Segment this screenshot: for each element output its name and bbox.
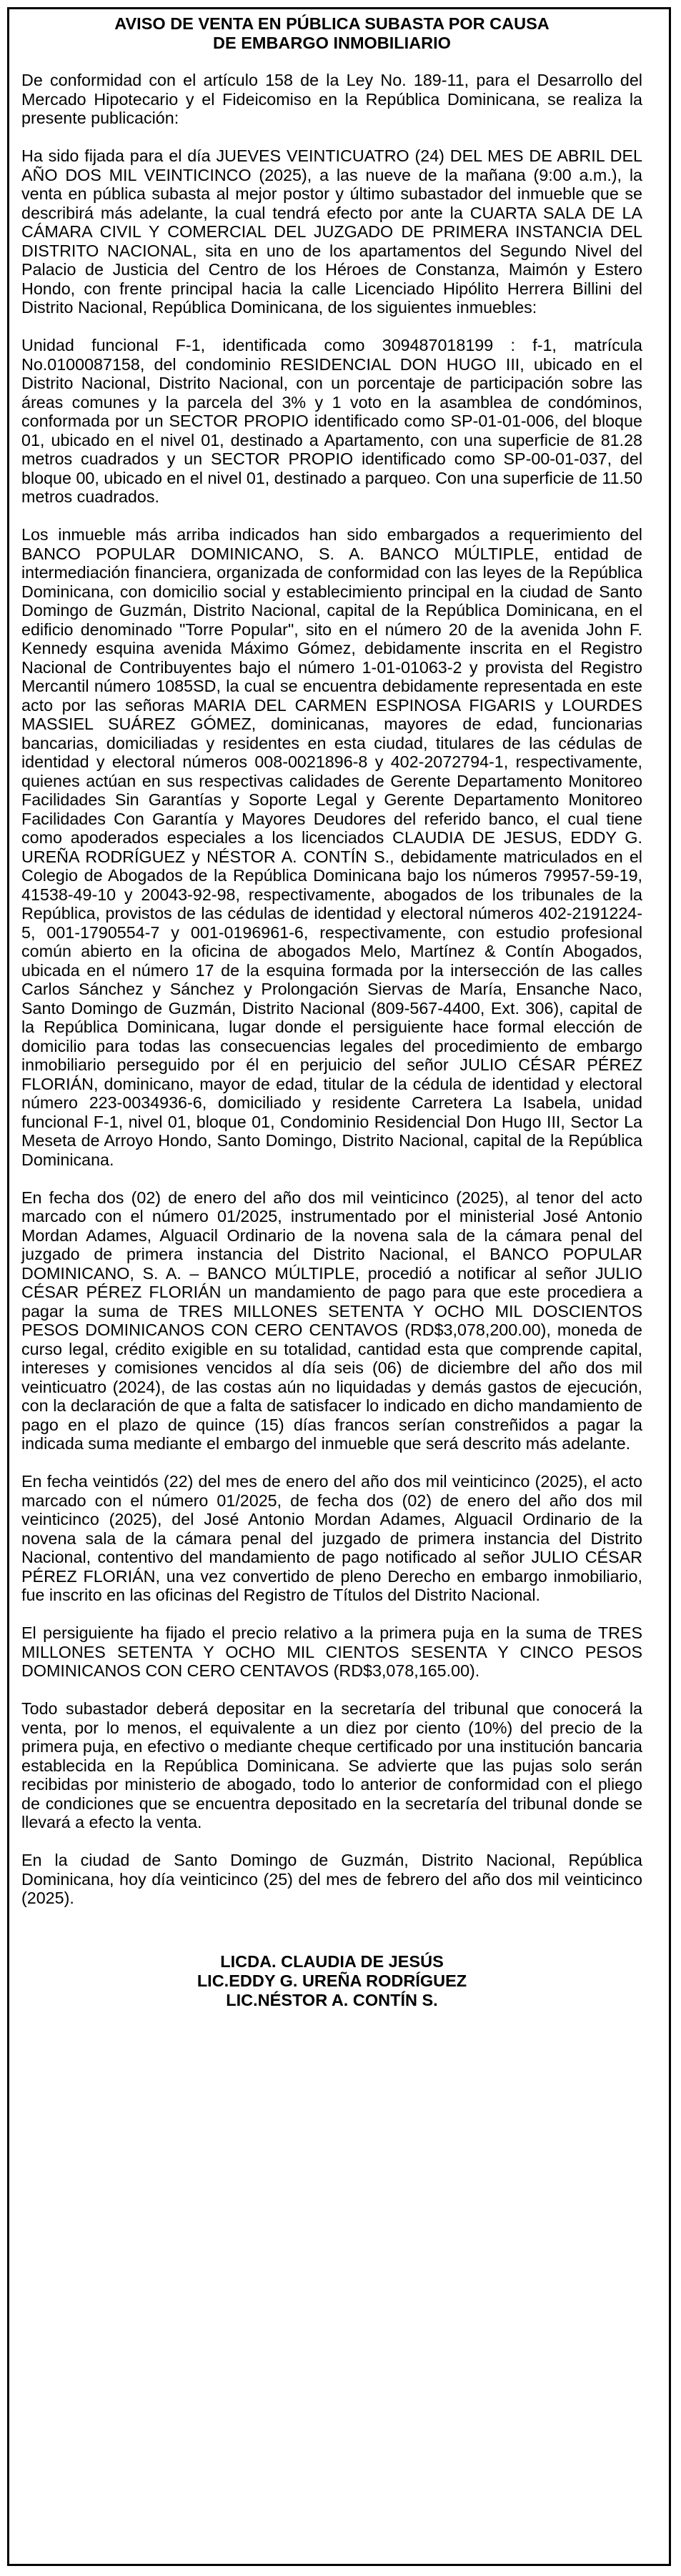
paragraph-legal-basis: De conformidad con el artículo 158 de la Ley No. 189-11, para el Desarrollo del Mercado Hipotecario y el Fideicomiso en la República Dominicana, se realiza la presente publicación: bbox=[21, 71, 642, 127]
signature-2: LIC.EDDY G. UREÑA RODRÍGUEZ bbox=[197, 1971, 467, 1990]
paragraph-auction-date: Ha sido fijada para el día JUEVES VEINTICUATRO (24) DEL MES DE ABRIL DEL AÑO DOS MIL VEINTICINCO (2025), a las nueve de la mañana (9:00 a.m.), la venta en pública subasta al mejor postor y último subastador del inmueble que se describirá más adelante, la cual tendrá efecto por ante la CUARTA SALA DE LA CÁMARA CIVIL Y COMERCIAL DEL JUZGADO DE PRIMERA INSTANCIA DEL DISTRITO NACIONAL, sita en uno de los apartamentos del Segundo Nivel del Palacio de Justicia del Centro de los Héroes de Constanza, Maimón y Estero Hondo, con frente principal hacia la calle Licenciado Hipólito Herrera Billini del Distrito Nacional, República Dominicana, de los siguientes inmuebles: bbox=[21, 146, 642, 317]
legal-notice bbox=[21, 14, 642, 2010]
signature-block bbox=[21, 1952, 642, 2010]
notice-title-line-1: AVISO DE VENTA EN PÚBLICA SUBASTA POR CAUSA bbox=[114, 14, 550, 33]
paragraph-deposit-requirement: Todo subastador deberá depositar en la secretaría del tribunal que conocerá la venta, por lo menos, el equivalente a un diez por ciento (10%) del precio de la primera puja, en efectivo o mediante cheque certificado por una institución bancaria establecida en la República Dominicana. Se advierte que las pujas solo serán recibidas por ministerio de abogado, todo lo anterior de conformidad con el pliego de condiciones que se encuentra depositado en la secretaría del tribunal donde se llevará a efecto la venta. bbox=[21, 1699, 642, 1831]
signature-3: LIC.NÉSTOR A. CONTÍN S. bbox=[226, 1990, 438, 2009]
paragraph-place-date: En la ciudad de Santo Domingo de Guzmán, Distrito Nacional, República Dominicana, hoy día veinticinco (25) del mes de febrero del año dos mil veinticinco (2025). bbox=[21, 1851, 642, 1907]
paragraph-payment-order: En fecha dos (02) de enero del año dos mil veinticinco (2025), al tenor del acto marcado con el número 01/2025, instrumentado por el ministerial José Antonio Mordan Adames, Alguacil Ordinario de la novena sala de la cámara penal del juzgado de primera instancia del Distrito Nacional, el BANCO POPULAR DOMINICANO, S. A. – BANCO MÚLTIPLE, procedió a notificar al señor JULIO CÉSAR PÉREZ FLORIÁN un mandamiento de pago para que este procediera a pagar la suma de TRES MILLONES SETENTA Y OCHO MIL DOSCIENTOS PESOS DOMINICANOS CON CERO CENTAVOS (RD$3,078,200.00), moneda de curso legal, crédito exigible en su totalidad, cantidad esta que comprende capital, intereses y comisiones vencidos al día seis (06) de diciembre del año dos mil veinticuatro (2024), de las costas aún no liquidadas y demás gastos de ejecución, con la declaración de que a falta de satisfacer lo indicado en dicho mandamiento de pago en el plazo de quince (15) días francos serían constreñidos a pagar la indicada suma mediante el embargo del inmueble que será descrito más adelante. bbox=[21, 1188, 642, 1453]
notice-title-line-2: DE EMBARGO INMOBILIARIO bbox=[213, 33, 451, 52]
paragraph-first-bid-price: El persiguiente ha fijado el precio relativo a la primera puja en la suma de TRES MILLONES SETENTA Y OCHO MIL CIENTOS SESENTA Y CINCO PESOS DOMINICANOS CON CERO CENTAVOS (RD$3,078,165.00). bbox=[21, 1623, 642, 1680]
notice-title bbox=[21, 14, 642, 52]
signature-1: LICDA. CLAUDIA DE JESÚS bbox=[220, 1951, 444, 1971]
paragraph-seizing-party: Los inmueble más arriba indicados han sido embargados a requerimiento del BANCO POPULAR DOMINICANO, S. A. BANCO MÚLTIPLE, entidad de intermediación financiera, organizada de conformidad con las leyes de la República Dominicana, con domicilio social y establecimiento principal en la ciudad de Santo Domingo de Guzmán, Distrito Nacional, capital de la República Dominicana, en el edificio denominado "Torre Popular", sito en el número 20 de la avenida John F. Kennedy esquina avenida Máximo Gómez, debidamente inscrita en el Registro Nacional de Contribuyentes bajo el número 1-01-01063-2 y provista del Registro Mercantil número 1085SD, la cual se encuentra debidamente representada en este acto por las señoras MARIA DEL CARMEN ESPINOSA FIGARIS y LOURDES MASSIEL SUÁREZ GÓMEZ, dominicanas, mayores de edad, funcionarias bancarias, domiciliadas y residentes en esta ciudad, titulares de las cédulas de identidad y electoral números 008-0021896-8 y 402-2072794-1, respectivamente, quienes actúan en sus respectivas calidades de Gerente Departamento Monitoreo Facilidades Sin Garantías y Soporte Legal y Gerente Departamento Monitoreo Facilidades Con Garantía y Mayores Deudores del referido banco, el cual tiene como apoderados especiales a los licenciados CLAUDIA DE JESUS, EDDY G. UREÑA RODRÍGUEZ y NÉSTOR A. CONTÍN S., debidamente matriculados en el Colegio de Abogados de la República Dominicana bajo los números 79957-59-19, 41538-49-10 y 20043-92-98, respectivamente, abogados de los tribunales de la República, provistos de las cédulas de identidad y electoral números 402-2191224-5, 001-1790554-7 y 001-0196961-6, respectivamente, con estudio profesional común abierto en la oficina de abogados Melo, Martínez & Contín Abogados, ubicada en el número 17 de la esquina formada por la intersección de las calles Carlos Sánchez y Sánchez y Prolongación Siervas de María, Ensanche Naco, Santo Domingo de Guzmán, Distrito Nacional (809-567-4400, Ext. 306), capital de la República Dominicana, lugar donde el persiguiente hace formal elección de domicilio para todas las consecuencias legales del procedimiento de embargo inmobiliario perseguido por él en perjuicio del señor JULIO CÉSAR PÉREZ FLORIÁN, dominicano, mayor de edad, titular de la cédula de identidad y electoral número 223-0034936-6, domiciliado y residente Carretera La Isabela, unidad funcional F-1, nivel 01, bloque 01, Condominio Residencial Don Hugo III, Sector La Meseta de Arroyo Hondo, Santo Domingo, Distrito Nacional, capital de la República Dominicana. bbox=[21, 525, 642, 1169]
paragraph-property-description: Unidad funcional F-1, identificada como 309487018199 : f-1, matrícula No.0100087158, del condominio RESIDENCIAL DON HUGO III, ubicado en el Distrito Nacional, Distrito Nacional, con un porcentaje de participación sobre las áreas comunes y la parcela del 3% y 1 voto en la asamblea de condóminos, conformada por un SECTOR PROPIO identificado como SP-01-01-006, del bloque 01, ubicado en el nivel 01, destinado a Apartamento, con una superficie de 81.28 metros cuadrados y un SECTOR PROPIO identificado como SP-00-01-037, del bloque 00, ubicado en el nivel 01, destinado a parqueo. Con una superficie de 11.50 metros cuadrados. bbox=[21, 336, 642, 506]
paragraph-registration: En fecha veintidós (22) del mes de enero del año dos mil veinticinco (2025), el acto marcado con el número 01/2025, de fecha dos (02) de enero del año dos mil veinticinco (2025), del José Antonio Mordan Adames, Alguacil Ordinario de la novena sala de la cámara penal del juzgado de primera instancia del Distrito Nacional, contentivo del mandamiento de pago notificado al señor JULIO CÉSAR PÉREZ FLORIÁN, una vez convertido de pleno Derecho en embargo inmobiliario, fue inscrito en las oficinas del Registro de Títulos del Distrito Nacional. bbox=[21, 1472, 642, 1604]
